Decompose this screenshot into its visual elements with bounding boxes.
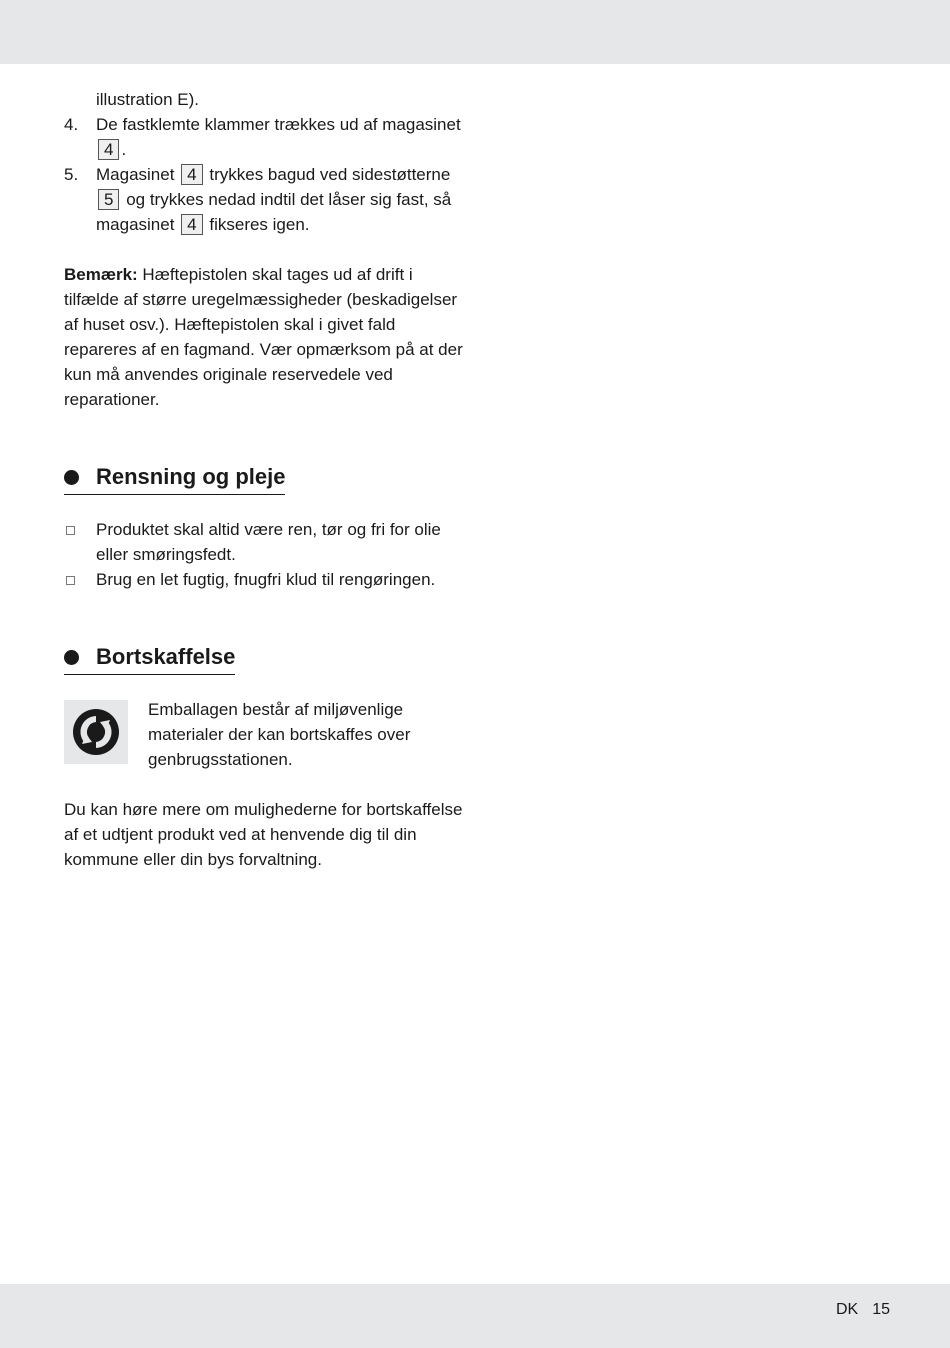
note-paragraph <box>64 262 464 412</box>
step-number: 5. <box>64 165 79 184</box>
step-text: . <box>121 140 127 159</box>
step-number: 4. <box>64 115 79 134</box>
step-text: trykkes bagud ved sidestøtterne <box>204 165 451 184</box>
cleaning-list <box>64 517 464 592</box>
step-item <box>64 162 464 237</box>
cleaning-title: Rensning og pleje <box>96 464 286 489</box>
section-heading-disposal <box>64 642 235 675</box>
step-item <box>64 87 464 112</box>
part-reference-number: 4 <box>181 214 202 235</box>
instruction-steps <box>64 87 464 237</box>
bullet-dot-icon <box>64 470 79 485</box>
page-number: 15 <box>872 1301 890 1318</box>
step-text: Magasinet <box>96 165 180 184</box>
section-heading-cleaning <box>64 462 285 495</box>
content-column <box>64 87 464 872</box>
step-text: De fastklemte klammer trækkes ud af magasinet <box>96 115 461 134</box>
checkbox-square-icon <box>66 526 75 535</box>
list-item: Produktet skal altid være ren, tør og fri for olie eller smøringsfedt. <box>64 517 464 567</box>
green-dot-recycling-icon <box>64 700 128 764</box>
checkbox-square-icon <box>66 576 75 585</box>
part-reference-number: 4 <box>98 139 119 160</box>
header-band <box>0 0 950 64</box>
step-text: og trykkes nedad indtil det låser sig fast, så magasinet <box>96 190 452 234</box>
page-footer <box>836 1297 890 1322</box>
note-text: Hæftepistolen skal tages ud af drift i tilfælde af større uregelmæssigheder (beskadigelser af huset osv.). Hæftepistolen skal i givet fald repareres af en fagmand. Vær opmærksom på at der kun må anvendes originale reservedele ved reparationer. <box>64 265 463 409</box>
footer-band <box>0 1284 950 1348</box>
language-code: DK <box>835 1301 859 1318</box>
list-item: Brug en let fugtig, fnugfri klud til rengøringen. <box>64 567 464 592</box>
packaging-info <box>64 697 464 772</box>
disposal-info-paragraph: Du kan høre mere om mulighederne for bortskaffelse af et udtjent produkt ved at henvende dig til din kommune eller din bys forvaltning. <box>64 800 463 869</box>
step-text: illustration E). <box>96 90 199 109</box>
part-reference-number: 5 <box>98 189 119 210</box>
step-text: fikseres igen. <box>204 215 310 234</box>
part-reference-number: 4 <box>181 164 202 185</box>
packaging-text: Emballagen består af miljøvenlige materialer der kan bortskaffes over genbrugsstationen. <box>148 700 411 769</box>
disposal-title: Bortskaffelse <box>96 644 236 669</box>
bullet-dot-icon <box>64 650 79 665</box>
step-item <box>64 112 464 162</box>
note-label: Bemærk: <box>64 265 138 284</box>
